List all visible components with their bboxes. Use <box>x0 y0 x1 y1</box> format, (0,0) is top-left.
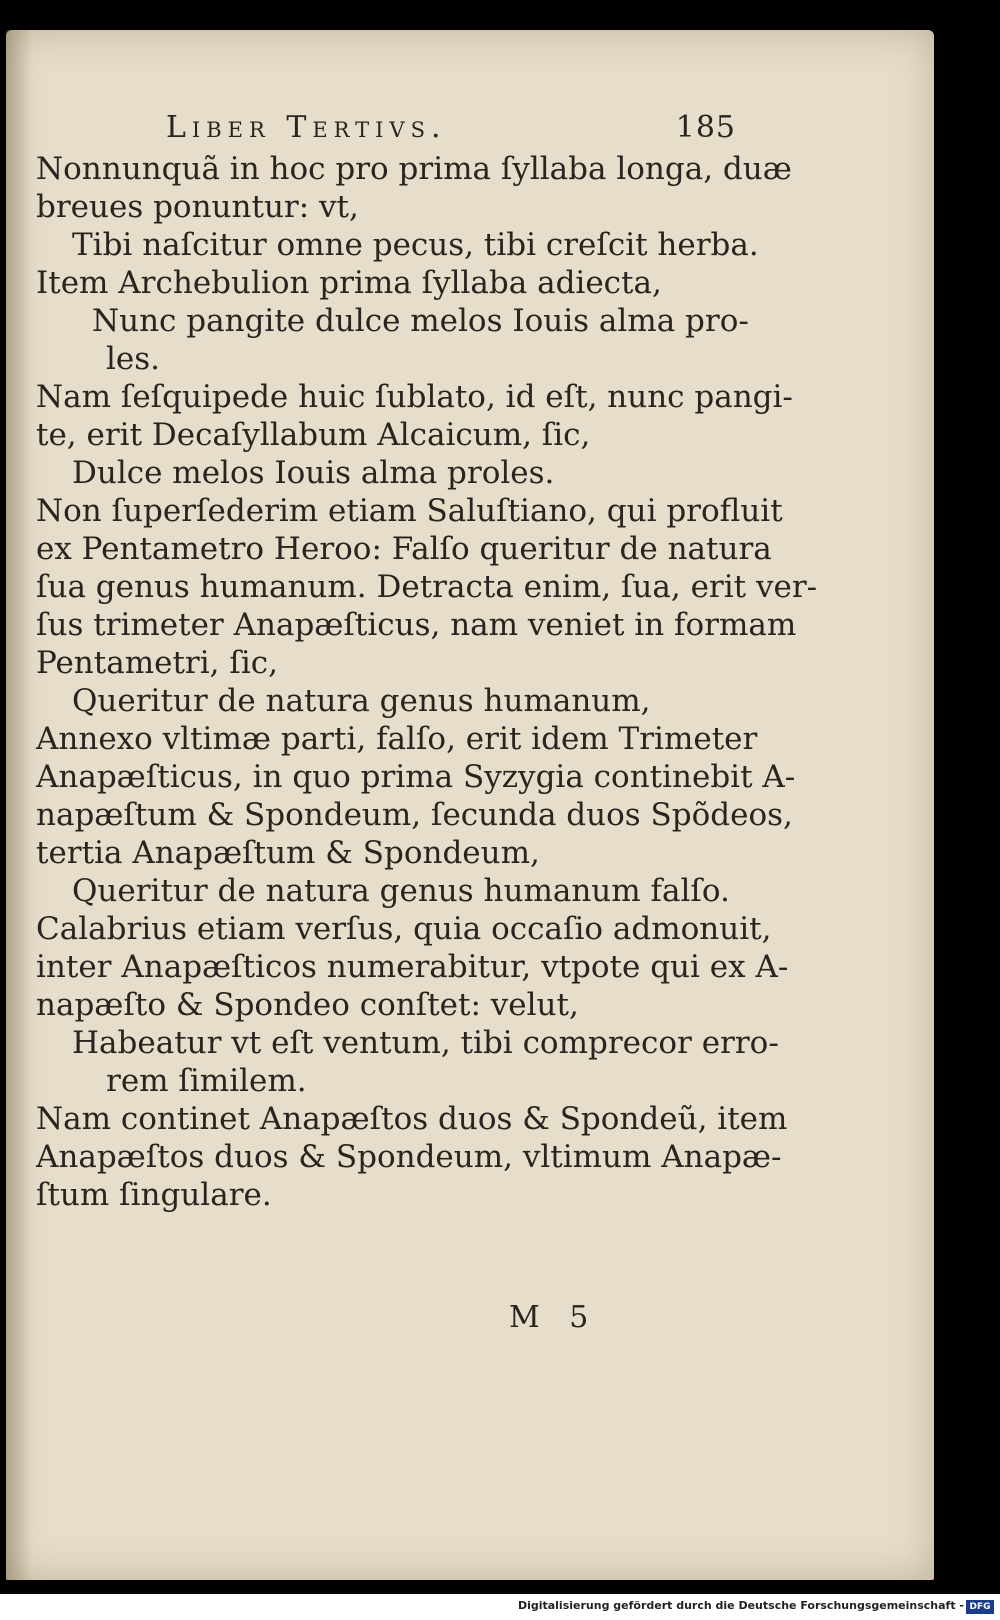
text-line: Nam continet Anapæſtos duos & Spondeũ, item <box>36 1101 788 1137</box>
text-line: Anapæſticus, in quo prima Syzygia continebit A- <box>36 759 796 795</box>
text-line: les. <box>106 341 161 377</box>
text-line: te, erit Decaſyllabum Alcaicum, ſic, <box>36 417 591 453</box>
text-line: Dulce melos Iouis alma proles. <box>72 455 555 491</box>
text-line: Nunc pangite dulce melos Iouis alma pro- <box>92 303 749 339</box>
text-line: breues ponuntur: vt, <box>36 189 359 225</box>
text-line: Queritur de natura genus humanum, <box>72 683 651 719</box>
footer-bar <box>0 1594 1000 1620</box>
text-line: Queritur de natura genus humanum falſo. <box>72 873 730 909</box>
text-block <box>36 110 818 1214</box>
text-line: Calabrius etiam verſus, quia occaſio admonuit, <box>36 911 772 947</box>
text-line: napæſto & Spondeo conſtet: velut, <box>36 987 579 1023</box>
text-line: Annexo vltimæ parti, falſo, erit idem Trimeter <box>36 721 758 757</box>
text-line: ſtum ſingulare. <box>36 1177 272 1213</box>
text-line: rem ſimilem. <box>106 1063 307 1099</box>
running-title: Liber Tertivs. <box>166 110 447 145</box>
book-page <box>6 30 934 1580</box>
text-line: ſus trimeter Anapæſticus, nam veniet in formam <box>36 607 797 643</box>
text-line: tertia Anapæſtum & Spondeum, <box>36 835 540 871</box>
text-line: napæſtum & Spondeum, ſecunda duos Spõdeos, <box>36 797 793 833</box>
dfg-logo: DFG <box>966 1600 994 1614</box>
text-line: Non ſuperſederim etiam Saluſtiano, qui profluit <box>36 493 783 529</box>
text-line: ex Pentametro Heroo: Falſo queritur de natura <box>36 531 772 567</box>
running-head <box>36 110 736 150</box>
text-line: Anapæſtos duos & Spondeum, vltimum Anapæ- <box>36 1139 782 1175</box>
text-line: inter Anapæſticos numerabitur, vtpote qui ex A- <box>36 949 789 985</box>
text-line: Pentametri, ſic, <box>36 645 278 681</box>
text-line: ſua genus humanum. Detracta enim, ſua, erit ver- <box>36 569 818 605</box>
text-line: Item Archebulion prima ſyllaba adiecta, <box>36 265 662 301</box>
page-gutter-shadow <box>6 30 32 1580</box>
text-line: Habeatur vt eſt ventum, tibi comprecor erro- <box>72 1025 779 1061</box>
text-line: Nonnunquã in hoc pro prima ſyllaba longa, duæ <box>36 151 792 187</box>
text-line: Nam ſeſquipede huic ſublato, id eſt, nunc pangi- <box>36 379 793 415</box>
body-text <box>36 150 818 1214</box>
text-line: Tibi naſcitur omne pecus, tibi creſcit herba. <box>72 227 759 263</box>
footer-credit: Digitalisierung gefördert durch die Deutsche Forschungsgemeinschaft - <box>517 1599 964 1612</box>
signature-mark: M 5 <box>509 1300 599 1335</box>
page-number: 185 <box>675 110 736 145</box>
